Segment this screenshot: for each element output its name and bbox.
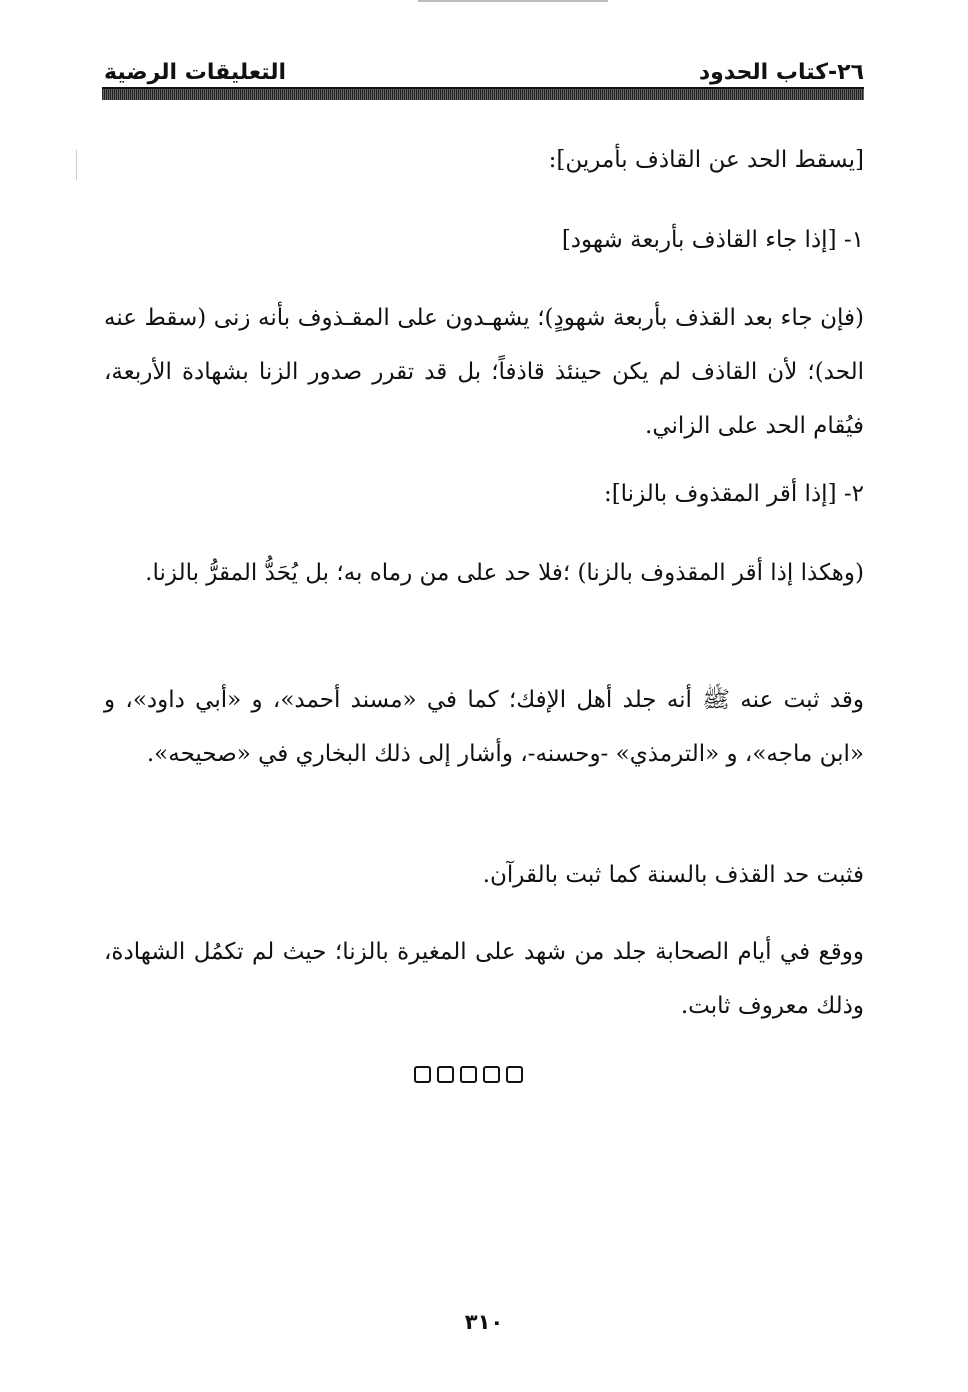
book-title: التعليقات الرضية: [104, 60, 287, 85]
chapter-title: ٢٦-كتاب الحدود: [698, 60, 864, 85]
running-header: [104, 52, 864, 88]
paragraph-5: ووقع في أيام الصحابة جلد من شهد على المغيرة بالزنا؛ حيث لم تكمُل الشهادة، وذلك معروف ثابت.: [104, 939, 864, 1019]
page-number: ٣١٠: [464, 1310, 504, 1334]
divider-square-icon: [460, 1066, 477, 1083]
top-edge-mark: [418, 0, 608, 2]
divider-square-icon: [437, 1066, 454, 1083]
item-1-heading: ١- [إذا جاء القاذف بأربعة شهود]: [561, 227, 864, 253]
divider-square-icon: [506, 1066, 523, 1083]
paragraph-2: (وهكذا إذا أقر المقذوف بالزنا) ؛فلا حد على من رماه به؛ بل يُحَدُّ المقرُّ بالزنا.: [145, 560, 864, 586]
header-rule: [102, 89, 864, 100]
divider-square-icon: [414, 1066, 431, 1083]
section-heading: [يسقط الحد عن القاذف بأمرين]:: [548, 147, 864, 173]
divider-square-icon: [483, 1066, 500, 1083]
item-2-heading: ٢- [إذا أقر المقذوف بالزنا]:: [603, 481, 864, 507]
paragraph-4: فثبت حد القذف بالسنة كما ثبت بالقرآن.: [482, 862, 864, 888]
section-divider: [414, 1066, 523, 1083]
paragraph-1: (فإن جاء بعد القذف بأربعة شهودٍ)؛ يشهـدون على المقـذوف بأنه زنى (سقط عنه الحد)؛ لأن القاذف لم يكن حينئذ قاذفاً؛ بل قد تقرر صدور الزنا بشهادة الأربعة، فيُقام الحد على الزاني.: [104, 305, 864, 439]
margin-artifact: [76, 150, 77, 180]
paragraph-3: وقد ثبت عنه ﷺ أنه جلد أهل الإفك؛ كما في «مسند أحمد»، و «أبي داود»، و «ابن ماجه»، و «الترمذي» -وحسنه-، وأشار إلى ذلك البخاري في «صحيحه».: [104, 687, 864, 767]
